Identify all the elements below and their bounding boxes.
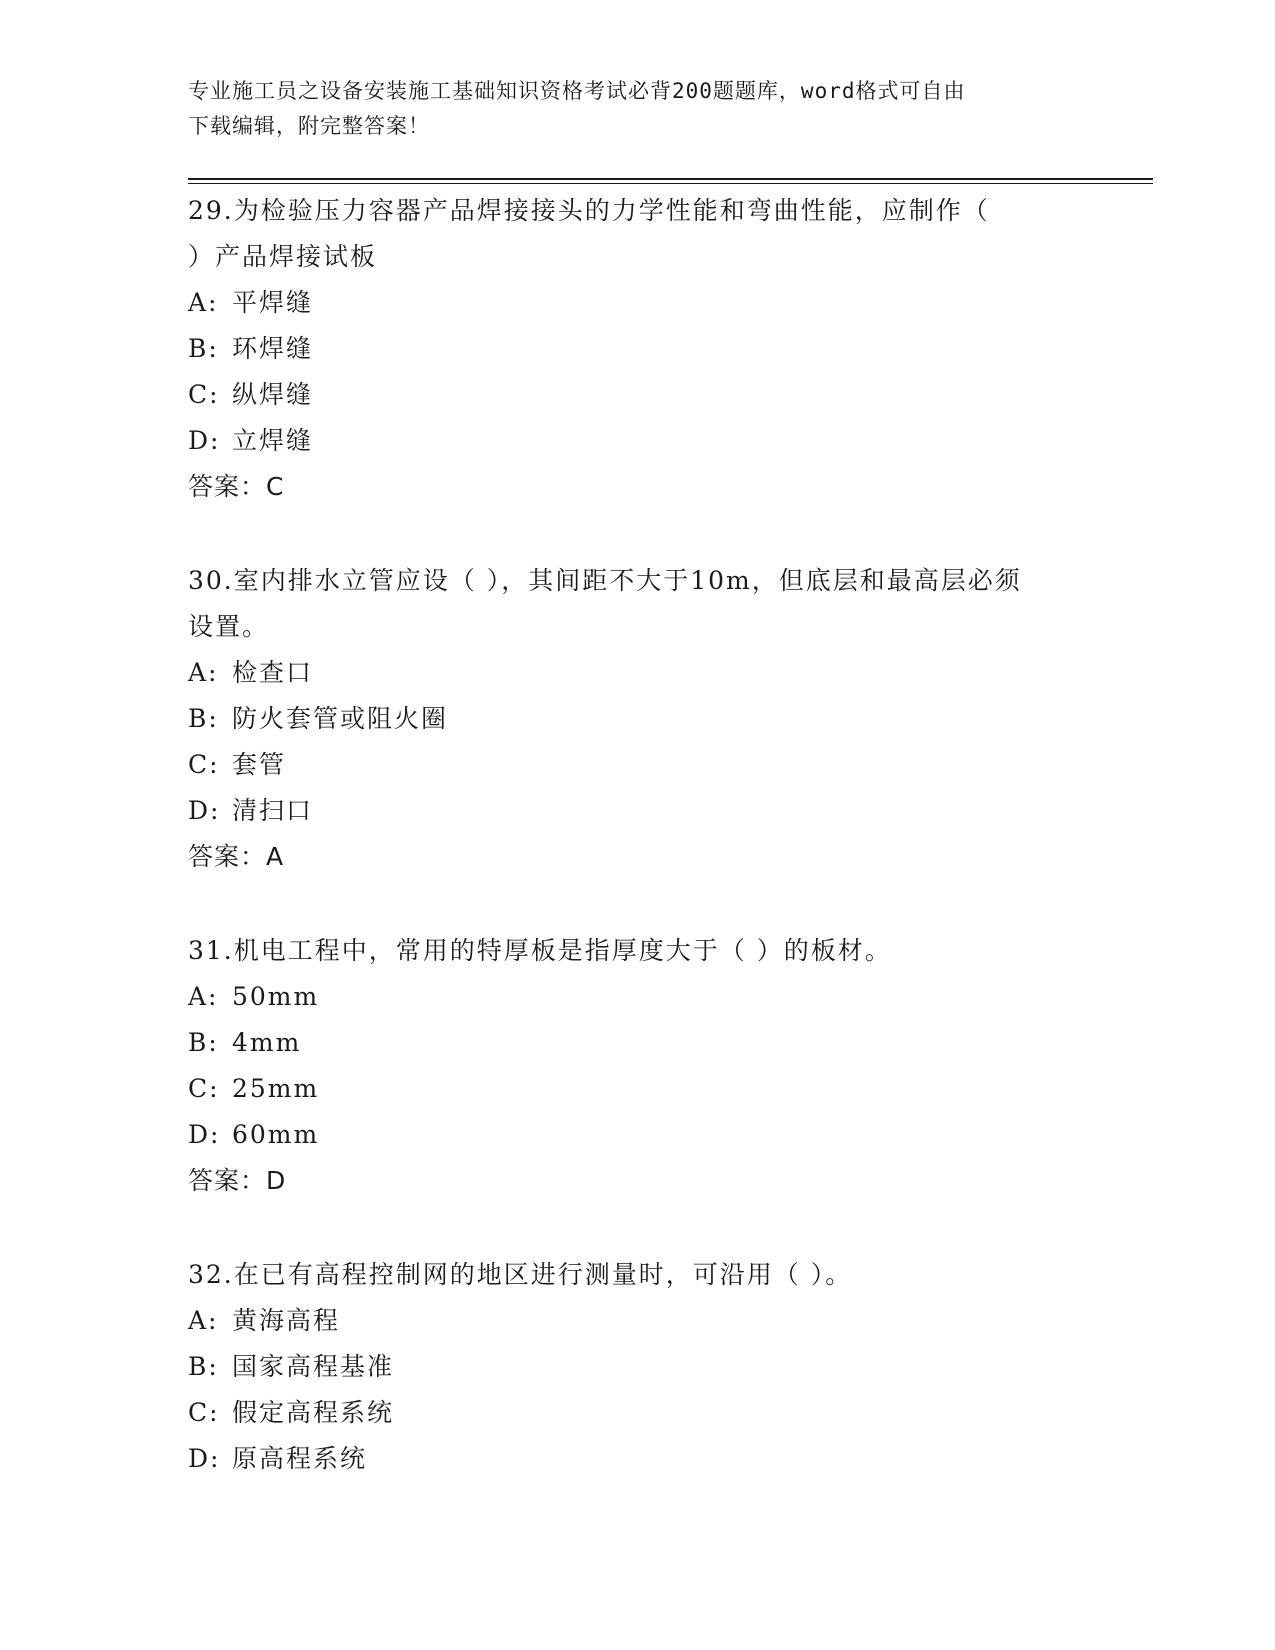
option-a (188, 650, 1108, 696)
question-29 (188, 188, 1108, 510)
option-key: C: (188, 1398, 220, 1427)
option-d (188, 1112, 1108, 1158)
question-stem-line-1: 30.室内排水立管应设（ ），其间距不大于10m，但底层和最高层必须 (188, 566, 1022, 595)
question-stem-line-1: 29.为检验压力容器产品焊接接头的力学性能和弯曲性能，应制作（ (188, 196, 990, 225)
option-text: 假定高程系统 (232, 1398, 395, 1427)
option-text: 立焊缝 (232, 426, 314, 455)
option-key: D: (188, 426, 221, 455)
option-key: A: (188, 982, 219, 1011)
option-key: A: (188, 1306, 219, 1335)
option-text: 4mm (232, 1028, 302, 1057)
answer-line: 答案：D (188, 1166, 287, 1195)
option-c (188, 372, 1108, 418)
option-b (188, 1020, 1108, 1066)
option-text: 防火套管或阻火圈 (232, 704, 449, 733)
option-text: 25mm (232, 1074, 320, 1103)
option-key: D: (188, 1120, 221, 1149)
question-list (188, 188, 1108, 1530)
option-key: A: (188, 658, 219, 687)
header-divider-thick (188, 178, 1153, 180)
answer-line: 答案：A (188, 842, 285, 871)
option-d (188, 788, 1108, 834)
option-key: B: (188, 704, 219, 733)
answer-line: 答案：C (188, 472, 285, 501)
option-c (188, 1066, 1108, 1112)
option-b (188, 1344, 1108, 1390)
option-a (188, 974, 1108, 1020)
question-stem-line-2: 设置。 (188, 612, 270, 641)
option-c (188, 742, 1108, 788)
option-text: 平焊缝 (232, 288, 314, 317)
option-b (188, 326, 1108, 372)
option-d (188, 1436, 1108, 1482)
option-c (188, 1390, 1108, 1436)
header-divider-thin (188, 183, 1153, 184)
option-key: A: (188, 288, 219, 317)
option-a (188, 280, 1108, 326)
question-31 (188, 928, 1108, 1204)
option-text: 黄海高程 (232, 1306, 341, 1335)
option-text: 环焊缝 (232, 334, 314, 363)
option-key: D: (188, 1444, 221, 1473)
question-stem-line-2: ）产品焊接试板 (188, 242, 378, 271)
option-key: C: (188, 750, 220, 779)
option-key: C: (188, 380, 220, 409)
question-stem (188, 558, 1108, 650)
option-key: B: (188, 334, 219, 363)
option-b (188, 696, 1108, 742)
header-line-1: 专业施工员之设备安装施工基础知识资格考试必背200题题库，word格式可自由 (188, 79, 966, 103)
question-32 (188, 1252, 1108, 1482)
option-key: D: (188, 796, 221, 825)
question-stem-line-1: 32.在已有高程控制网的地区进行测量时，可沿用（ ）。 (188, 1260, 853, 1289)
document-header (188, 74, 1088, 144)
option-text: 纵焊缝 (232, 380, 314, 409)
option-text: 50mm (232, 982, 320, 1011)
option-key: C: (188, 1074, 220, 1103)
option-key: B: (188, 1352, 219, 1381)
header-line-2: 下载编辑，附完整答案！ (188, 114, 430, 138)
option-text: 清扫口 (232, 796, 314, 825)
option-text: 60mm (232, 1120, 320, 1149)
question-stem (188, 188, 1108, 280)
option-a (188, 1298, 1108, 1344)
option-text: 套管 (232, 750, 287, 779)
question-30 (188, 558, 1108, 880)
option-d (188, 418, 1108, 464)
option-key: B: (188, 1028, 219, 1057)
option-text: 国家高程基准 (232, 1352, 395, 1381)
option-text: 原高程系统 (232, 1444, 368, 1473)
question-stem (188, 928, 1108, 974)
question-stem (188, 1252, 1108, 1298)
option-text: 检查口 (232, 658, 314, 687)
question-stem-line-1: 31.机电工程中，常用的特厚板是指厚度大于（ ）的板材。 (188, 936, 892, 965)
